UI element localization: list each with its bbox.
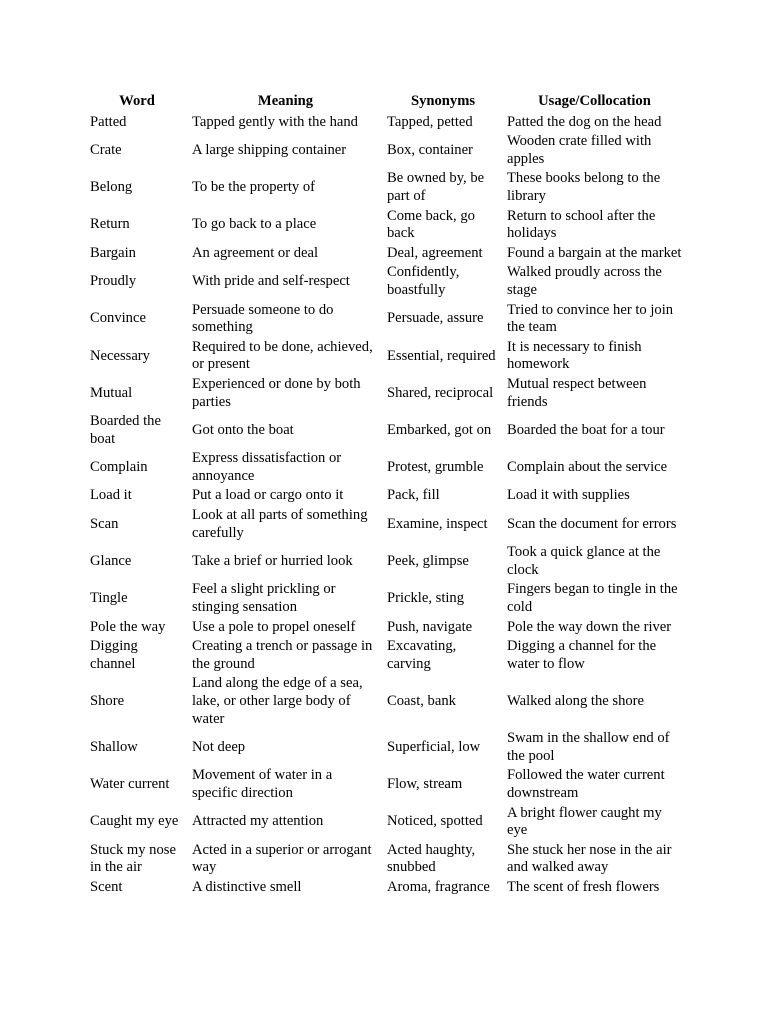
synonyms-cell: Shared, reciprocal <box>387 384 494 401</box>
usage-cell: Boarded the boat for a tour <box>507 421 665 438</box>
usage-cell: Mutual respect between friends <box>507 375 647 410</box>
meaning-cell: To be the property of <box>192 179 315 196</box>
synonyms-cell: Peek, glimpse <box>387 553 469 570</box>
table-row <box>86 207 686 244</box>
meaning-cell: A large shipping container <box>192 141 347 158</box>
table-row <box>86 244 686 264</box>
usage-cell: Found a bargain at the market <box>507 244 682 261</box>
synonyms-cell: Examine, inspect <box>387 515 488 532</box>
word-cell: Digging channel <box>90 638 138 672</box>
word-cell: Necessary <box>90 347 150 364</box>
usage-cell: These books belong to the library <box>507 170 661 204</box>
usage-cell: Load it with supplies <box>507 487 630 504</box>
table-row <box>86 263 686 300</box>
table-row <box>86 729 686 766</box>
word-cell: Tingle <box>90 590 128 607</box>
usage-cell: Wooden crate filled with apples <box>507 133 652 167</box>
table-row <box>86 169 686 206</box>
table-row <box>86 543 686 580</box>
synonyms-cell: Come back, go back <box>387 207 475 242</box>
synonyms-cell: Embarked, got on <box>387 421 492 438</box>
usage-cell: The scent of fresh flowers <box>507 878 660 895</box>
synonyms-cell: Persuade, assure <box>387 310 484 327</box>
usage-cell: Took a quick glance at the clock <box>507 544 661 578</box>
table-row <box>86 412 686 449</box>
header-synonyms: Synonyms <box>410 93 476 109</box>
table-row <box>86 804 686 841</box>
usage-cell: Followed the water current downstream <box>507 767 665 801</box>
synonyms-cell: Excavating, carving <box>387 638 457 672</box>
word-cell: Scent <box>90 878 123 895</box>
meaning-cell: Acted in a superior or arrogant way <box>192 841 372 876</box>
table-row <box>86 674 686 729</box>
meaning-cell: Look at all parts of something carefully <box>192 507 368 541</box>
usage-cell: Pole the way down the river <box>507 618 672 635</box>
word-cell: Proudly <box>90 273 137 290</box>
meaning-cell: Use a pole to propel oneself <box>192 618 356 635</box>
word-cell: Shallow <box>90 738 138 755</box>
meaning-cell: Movement of water in a specific direction <box>192 767 333 801</box>
table-row <box>86 506 686 543</box>
usage-cell: Swam in the shallow end of the pool <box>507 730 670 764</box>
meaning-cell: Not deep <box>192 738 246 755</box>
meaning-cell: Feel a slight prickling or stinging sensation <box>192 581 336 616</box>
word-cell: Convince <box>90 310 146 327</box>
meaning-cell: To go back to a place <box>192 216 317 233</box>
word-cell: Scan <box>90 515 119 532</box>
table-row <box>86 375 686 412</box>
table-row <box>86 618 686 638</box>
table-row <box>86 841 686 878</box>
meaning-cell: Tapped gently with the hand <box>192 113 358 130</box>
header-meaning: Meaning <box>257 93 314 109</box>
synonyms-cell: Push, navigate <box>387 618 473 635</box>
table-row <box>86 132 686 169</box>
word-cell: Water current <box>90 776 170 793</box>
usage-cell: Walked proudly across the stage <box>507 264 662 298</box>
table-row <box>86 449 686 486</box>
usage-cell: Tried to convince her to join the team <box>507 301 674 336</box>
word-cell: Load it <box>90 487 132 504</box>
word-cell: Mutual <box>90 384 133 401</box>
table-row <box>86 637 686 674</box>
meaning-cell: Put a load or cargo onto it <box>192 487 344 504</box>
word-cell: Boarded the boat <box>90 413 161 447</box>
word-cell: Bargain <box>90 244 136 261</box>
usage-cell: Return to school after the holidays <box>507 207 656 242</box>
meaning-cell: Required to be done, achieved, or present <box>192 338 373 373</box>
word-cell: Patted <box>90 113 127 130</box>
table-row <box>86 338 686 375</box>
synonyms-cell: Be owned by, be part of <box>387 170 485 204</box>
synonyms-cell: Confidently, boastfully <box>387 264 460 298</box>
usage-cell: It is necessary to finish homework <box>507 338 642 373</box>
word-cell: Complain <box>90 459 148 476</box>
usage-cell: She stuck her nose in the air and walked away <box>507 841 672 876</box>
synonyms-cell: Essential, required <box>387 347 496 364</box>
table-row <box>86 486 686 506</box>
table-body <box>86 113 686 898</box>
word-cell: Stuck my nose in the air <box>90 841 176 876</box>
synonyms-cell: Tapped, petted <box>387 113 473 130</box>
document-page <box>86 92 686 898</box>
meaning-cell: Attracted my attention <box>192 813 324 830</box>
synonyms-cell: Acted haughty, snubbed <box>387 841 476 876</box>
meaning-cell: An agreement or deal <box>192 244 319 261</box>
meaning-cell: Land along the edge of a sea, lake, or other large body of water <box>192 675 363 727</box>
table-row <box>86 766 686 803</box>
synonyms-cell: Pack, fill <box>387 487 440 504</box>
meaning-cell: Take a brief or hurried look <box>192 553 353 570</box>
usage-cell: Walked along the shore <box>507 693 645 709</box>
synonyms-cell: Protest, grumble <box>387 459 484 476</box>
header-word: Word <box>119 93 155 109</box>
table-row <box>86 878 686 898</box>
meaning-cell: A distinctive smell <box>192 878 302 895</box>
usage-cell: Patted the dog on the head <box>507 113 662 130</box>
word-cell: Crate <box>90 141 122 158</box>
synonyms-cell: Noticed, spotted <box>387 813 483 830</box>
synonyms-cell: Deal, agreement <box>387 244 483 261</box>
table-header-row <box>86 92 686 113</box>
usage-cell: Fingers began to tingle in the cold <box>507 581 678 616</box>
meaning-cell: Express dissatisfaction or annoyance <box>192 450 342 484</box>
table-row <box>86 301 686 338</box>
word-cell: Glance <box>90 553 132 570</box>
vocabulary-table <box>86 92 686 898</box>
word-cell: Shore <box>90 693 125 709</box>
table-row <box>86 113 686 133</box>
meaning-cell: With pride and self-respect <box>192 273 350 290</box>
word-cell: Return <box>90 216 130 233</box>
meaning-cell: Creating a trench or passage in the ground <box>192 638 373 672</box>
usage-cell: Complain about the service <box>507 459 668 476</box>
synonyms-cell: Aroma, fragrance <box>387 878 490 895</box>
meaning-cell: Persuade someone to do something <box>192 301 334 336</box>
header-usage-collocation: Usage/Collocation <box>538 93 651 109</box>
word-cell: Belong <box>90 179 133 196</box>
synonyms-cell: Superficial, low <box>387 738 481 755</box>
usage-cell: Scan the document for errors <box>507 515 677 532</box>
meaning-cell: Experienced or done by both parties <box>192 375 361 410</box>
meaning-cell: Got onto the boat <box>192 421 294 438</box>
word-cell: Pole the way <box>90 618 166 635</box>
usage-cell: A bright flower caught my eye <box>507 804 662 839</box>
synonyms-cell: Coast, bank <box>387 693 456 709</box>
synonyms-cell: Flow, stream <box>387 776 463 793</box>
table-row <box>86 580 686 617</box>
word-cell: Caught my eye <box>90 813 179 830</box>
synonyms-cell: Prickle, sting <box>387 590 465 607</box>
synonyms-cell: Box, container <box>387 141 473 158</box>
usage-cell: Digging a channel for the water to flow <box>507 638 657 672</box>
